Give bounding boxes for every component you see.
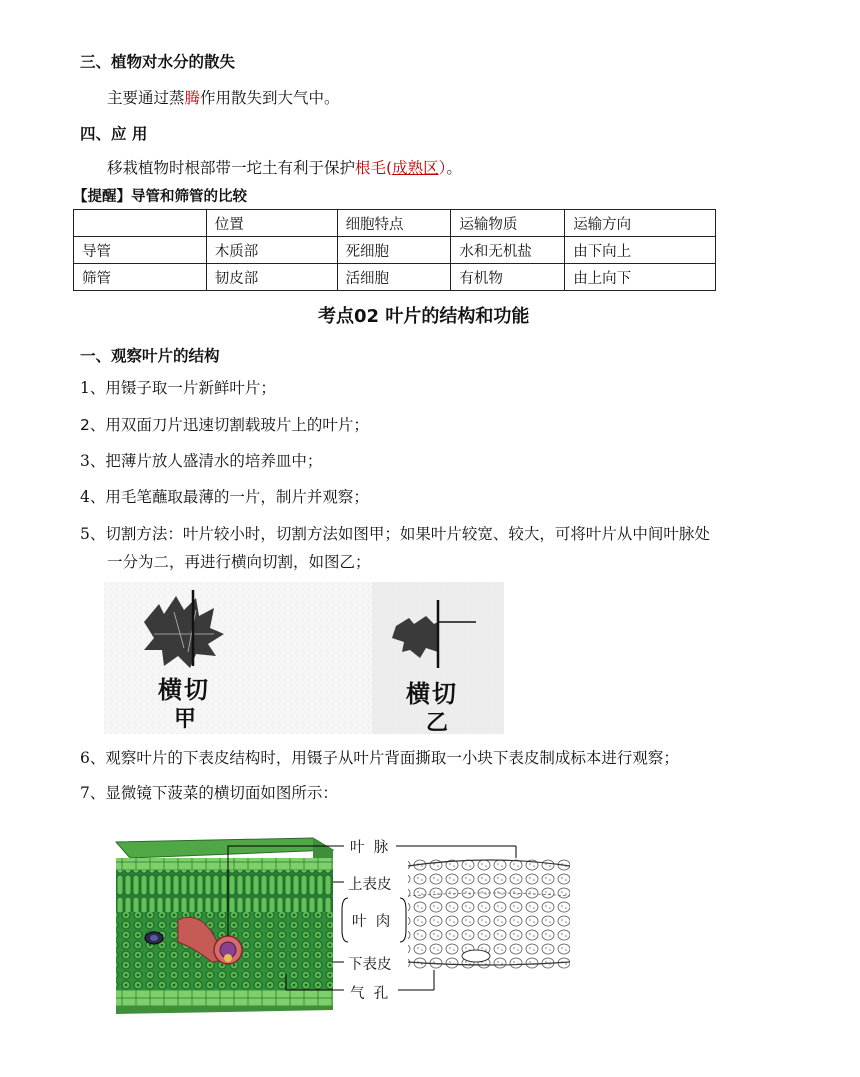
leaf-cutting-figure	[104, 582, 504, 734]
step-text: 用镊子取一片新鲜叶片；	[105, 379, 276, 397]
step-5-cont	[107, 550, 371, 572]
step-5	[80, 522, 710, 544]
section4-heading: 四、应 用	[80, 125, 148, 143]
label-jia: 甲	[174, 707, 197, 732]
step-2	[80, 413, 369, 435]
section3-heading: 三、植物对水分的散失	[80, 53, 236, 71]
step-3	[80, 449, 322, 471]
tip-title: 【提醒】导管和筛管的比较	[73, 188, 247, 205]
block-top-face	[116, 838, 333, 858]
table-row	[74, 237, 716, 264]
table-cell: 运输物质	[451, 210, 565, 237]
table-cell: 死细胞	[337, 237, 451, 264]
step-text: 一分为二，再进行横向切割，如图乙；	[107, 553, 371, 571]
table-cell: 有机物	[451, 264, 565, 291]
section4-text-post: 。	[446, 159, 462, 177]
table-cell: 位置	[206, 210, 337, 237]
table-cell: 水和无机盐	[451, 237, 565, 264]
step-num: 5、	[80, 525, 106, 543]
section4-text	[107, 156, 462, 178]
table-cell: 筛管	[74, 264, 207, 291]
table-row	[74, 264, 716, 291]
label-cut-right: 横切	[406, 680, 458, 708]
section4-text-red1: 根毛(	[355, 159, 393, 177]
upper-epidermis-layer	[116, 858, 333, 870]
step-num: 2、	[80, 416, 106, 434]
step-text: 用毛笔蘸取最薄的一片，制片并观察；	[105, 488, 369, 506]
step-text: 把薄片放人盛清水的培养皿中；	[105, 452, 323, 470]
label-lower-epidermis: 下表皮	[348, 957, 392, 973]
bracket-left	[342, 898, 348, 942]
observe-heading: 一、观察叶片的结构	[80, 347, 220, 365]
section3-text-pre: 主要通过蒸	[107, 89, 185, 107]
step-4	[80, 485, 369, 507]
section3-text-post: 作用散失到大气中。	[200, 89, 340, 107]
leaf-cross-section-illustration	[108, 830, 578, 1020]
palisade-layer	[116, 870, 333, 912]
label-yi: 乙	[426, 711, 449, 736]
step-num: 3、	[80, 452, 106, 470]
label-mesophyll: 叶 肉	[352, 914, 391, 930]
kaodian-title: 考点02 叶片的结构和功能	[318, 306, 530, 327]
step-6	[80, 746, 679, 768]
leaf-sketch-drawing	[408, 858, 570, 970]
table-cell	[74, 210, 207, 237]
step-7	[80, 781, 338, 803]
step-num: 1、	[80, 379, 106, 397]
section3-text	[107, 86, 340, 108]
label-vein: 叶 脉	[350, 840, 389, 856]
label-upper-epidermis: 上表皮	[348, 877, 392, 893]
comparison-table	[73, 209, 716, 291]
lower-epidermis-layer	[116, 990, 333, 1006]
step-num: 6、	[80, 749, 106, 767]
section4-text-red2: 成熟区	[392, 159, 439, 177]
step-num: 7、	[80, 784, 106, 802]
step-text: 观察叶片的下表皮结构时，用镊子从叶片背面撕取一小块下表皮制成标本进行观察；	[105, 749, 679, 767]
table-header-row	[74, 210, 716, 237]
step-text: 显微镜下菠菜的横切面如图所示：	[105, 784, 338, 802]
table-cell: 细胞特点	[337, 210, 451, 237]
step-text: 用双面刀片迅速切割载玻片上的叶片；	[105, 416, 369, 434]
table-cell: 由下向上	[565, 237, 716, 264]
table-cell: 导管	[74, 237, 207, 264]
section3-text-red: 腾	[184, 89, 201, 107]
section4-text-red3: ）	[438, 159, 447, 177]
step-text: 切割方法：叶片较小时，切割方法如图甲；如果叶片较宽、较大，可将叶片从中间叶脉处	[105, 525, 710, 543]
bracket-right	[400, 898, 406, 942]
step-1	[80, 376, 276, 398]
table-cell: 由上向下	[565, 264, 716, 291]
step-num: 4、	[80, 488, 106, 506]
table-cell: 活细胞	[337, 264, 451, 291]
label-stoma: 气 孔	[350, 986, 389, 1002]
table-cell: 木质部	[206, 237, 337, 264]
section4-text-pre: 移栽植物时根部带一坨土有利于保护	[107, 159, 356, 177]
table-cell: 韧皮部	[206, 264, 337, 291]
leaf-cross-section-figure	[108, 830, 578, 1020]
table-cell: 运输方向	[565, 210, 716, 237]
label-cut-left: 横切	[158, 676, 210, 704]
